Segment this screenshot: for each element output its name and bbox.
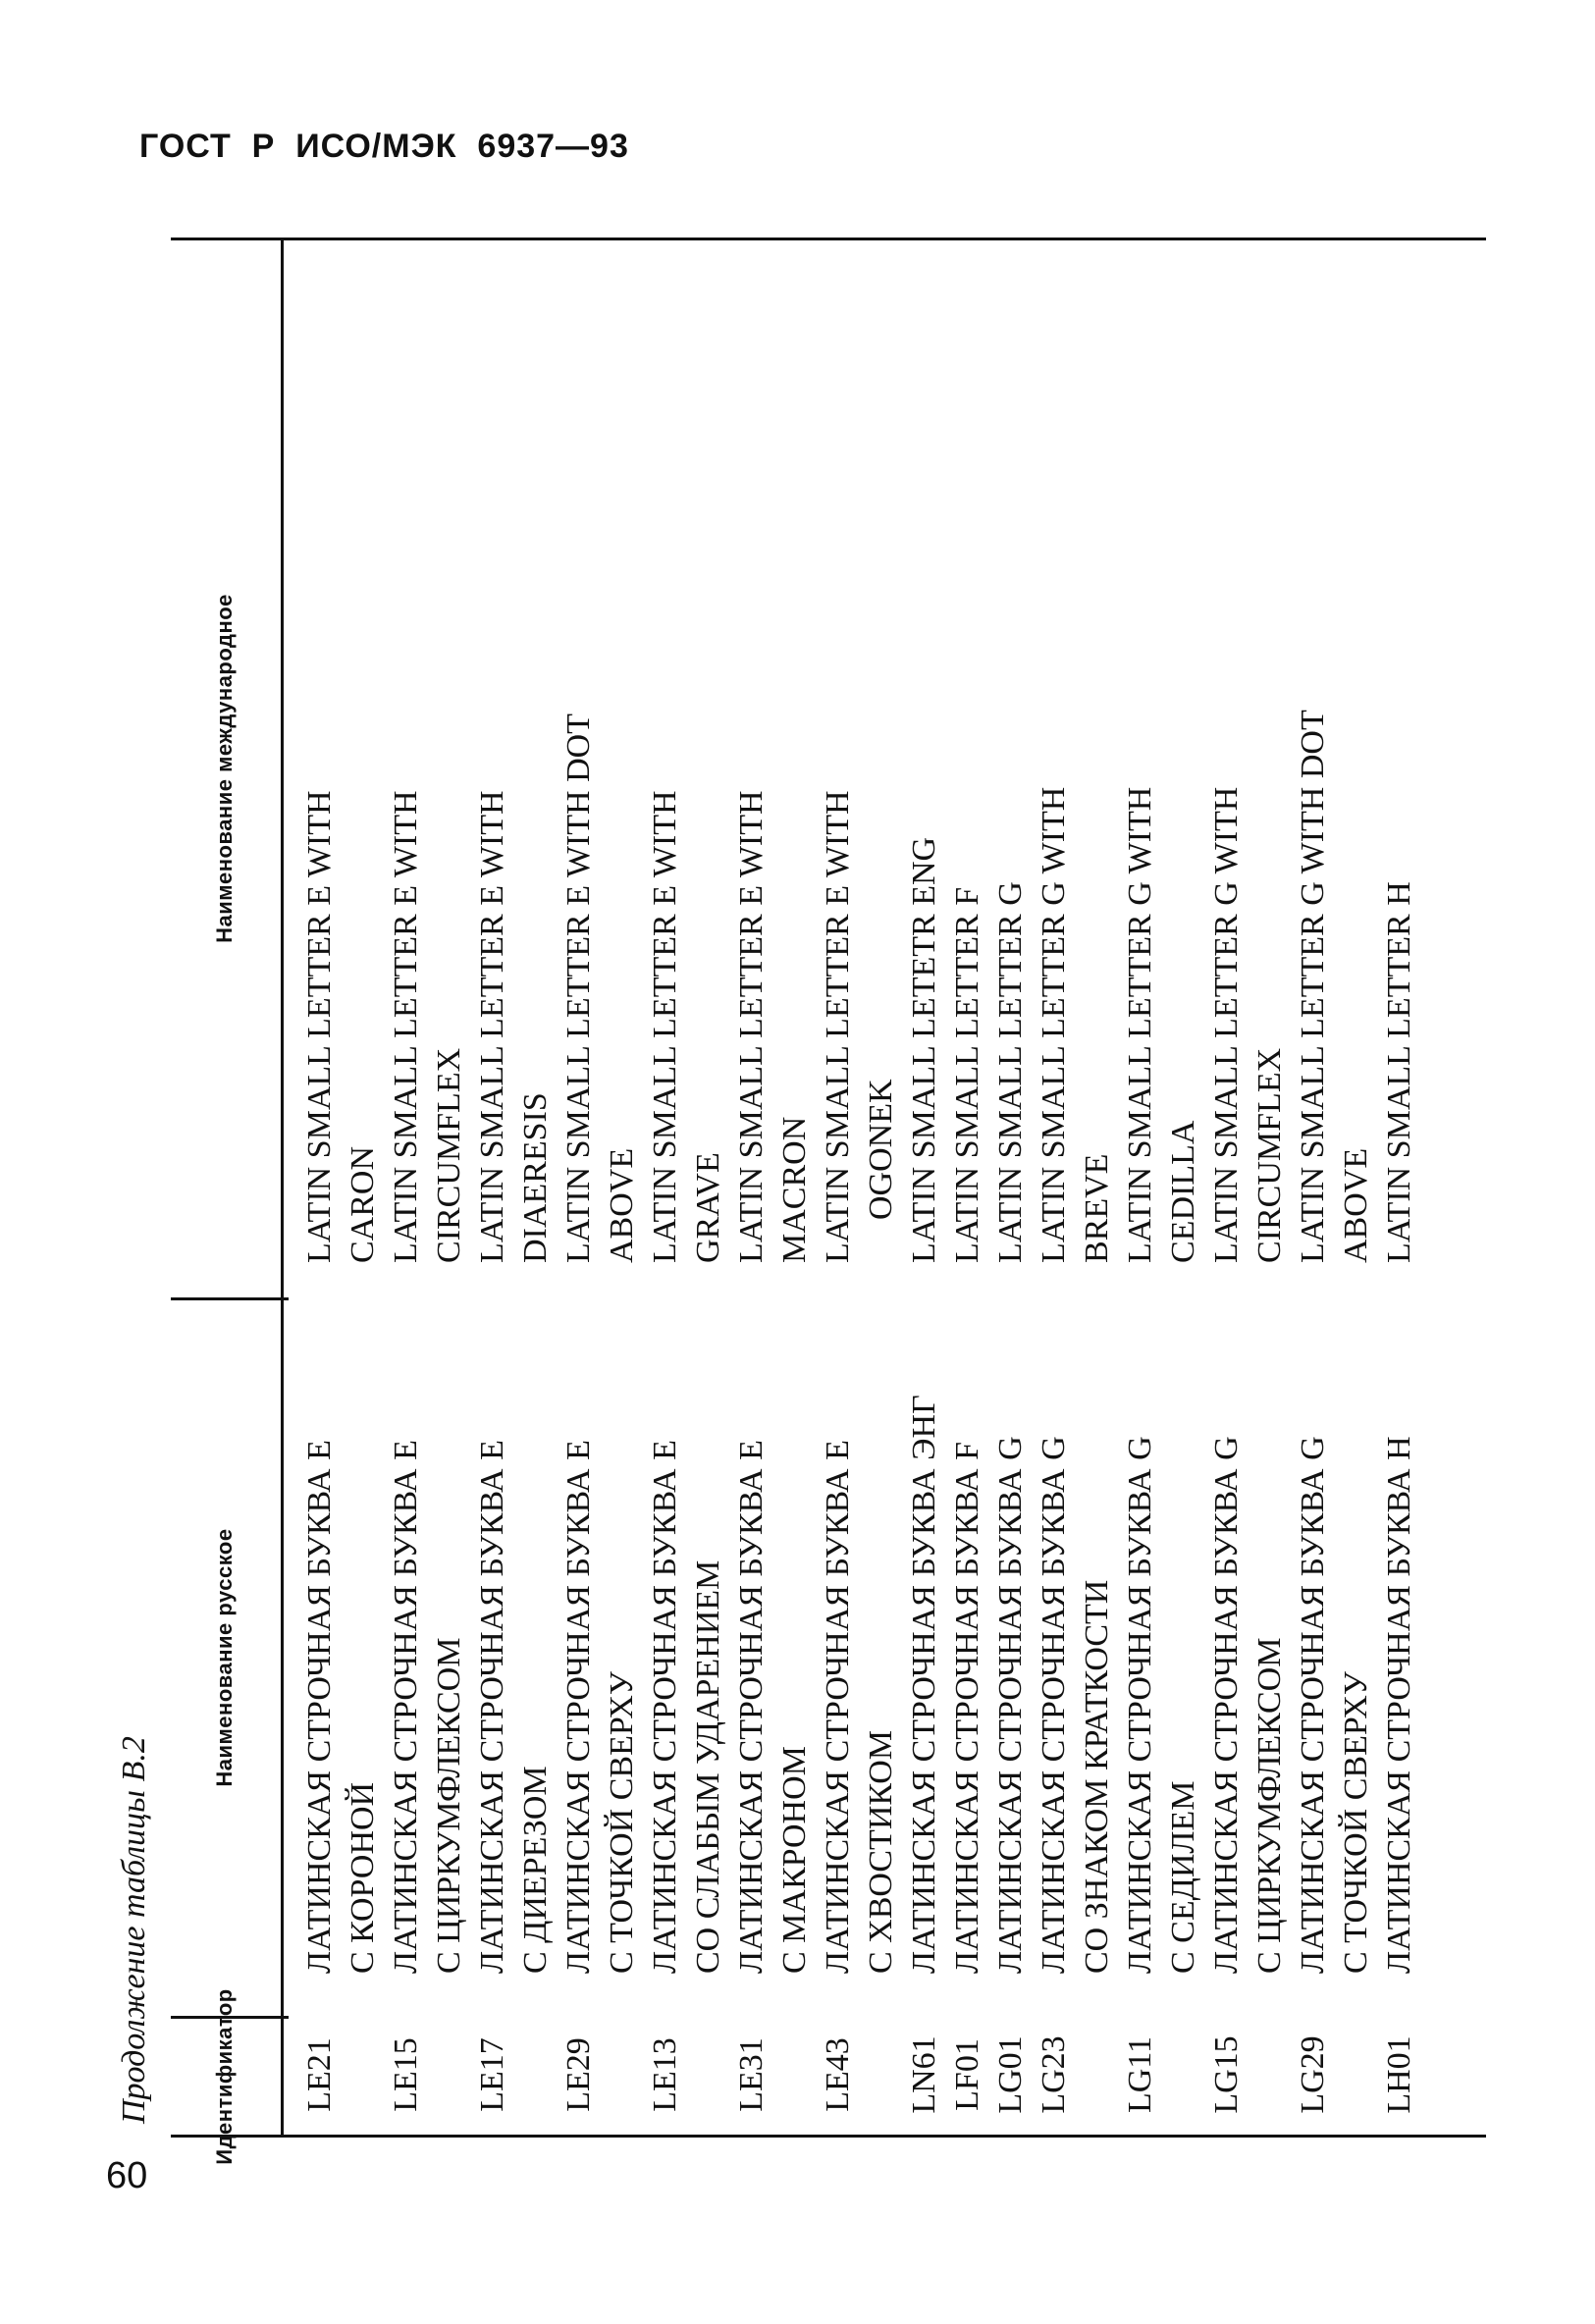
- russian-name-line: С ТОЧКОЙ СВЕРХУ: [1338, 1671, 1374, 1974]
- russian-name-line: ЛАТИНСКАЯ СТРОЧНАЯ БУКВА G: [992, 1436, 1029, 1974]
- page-number: 60: [106, 2155, 148, 2196]
- russian-name-cell: [817, 1296, 903, 2011]
- russian-name-line: С СЕДИЛЕМ: [1165, 1780, 1201, 1974]
- table-row: [644, 240, 730, 2135]
- international-name-line: LATIN SMALL LETETR ENG: [906, 836, 942, 1263]
- international-name-cell: [817, 240, 903, 1296]
- russian-name-line: ЛАТИНСКАЯ СТРОЧНАЯ БУКВА E: [560, 1440, 597, 1974]
- russian-name-line: СО СЛАБЫМ УДАРЕНИЕМ: [690, 1559, 726, 1974]
- international-name-cell: [1119, 240, 1205, 1296]
- russian-name-line: СО ЗНАКОМ КРАТКОСТИ: [1079, 1579, 1115, 1974]
- row-identifier: LH01: [1381, 2035, 1417, 2114]
- russian-name-line: ЛАТИНСКАЯ СТРОЧНАЯ БУКВА E: [388, 1440, 424, 1974]
- international-name-line: LATIN SMALL LETTER E WITH: [474, 790, 510, 1263]
- russian-name-cell: [730, 1296, 817, 2011]
- russian-name-line: С КОРОНОЙ: [345, 1781, 381, 1974]
- international-name-line: LATIN SMALL LETTER H: [1381, 881, 1417, 1263]
- russian-name-cell: [903, 1296, 946, 2011]
- column-header-russian-name: Наименование русское: [212, 1528, 237, 1787]
- international-name-cell: [471, 240, 558, 1296]
- international-name-line: LATIN SMALL LETTER E WITH DOT: [560, 713, 597, 1263]
- russian-name-line: ЛАТИНСКАЯ СТРОЧНАЯ БУКВА E: [647, 1440, 683, 1974]
- international-name-cell: [1378, 240, 1421, 1296]
- table-row: [1119, 240, 1205, 2135]
- row-identifier: LG23: [1036, 2035, 1072, 2114]
- column-header-international-name: Наименование международное: [212, 594, 237, 943]
- row-identifier: LE15: [388, 2037, 424, 2112]
- russian-name-line: ЛАТИНСКАЯ СТРОЧНАЯ БУКВА G: [1295, 1436, 1331, 1974]
- russian-name-line: ЛАТИНСКАЯ СТРОЧНАЯ БУКВА E: [820, 1440, 856, 1974]
- russian-name-line: ЛАТИНСКАЯ СТРОЧНАЯ БУКВА G: [1036, 1436, 1072, 1974]
- column-divider: [171, 2016, 289, 2019]
- russian-name-cell: [644, 1296, 730, 2011]
- international-name-cell: [1205, 240, 1292, 1296]
- table-row: [1205, 240, 1292, 2135]
- international-name-line: LATIN SMALL LETTER E WITH: [733, 790, 770, 1263]
- row-identifier: LE17: [474, 2037, 510, 2112]
- table-row: [989, 240, 1033, 2135]
- international-name-line: LATIN SMALL LETTER E WITH: [301, 790, 338, 1263]
- international-name-cell: [730, 240, 817, 1296]
- international-name-cell: [644, 240, 730, 1296]
- russian-name-line: С ЦИРКУМФЛЕКСОМ: [431, 1637, 467, 1974]
- international-name-line: GRAVE: [690, 1152, 726, 1263]
- international-name-line: LATIN SMALL LETTER F: [949, 886, 985, 1263]
- international-name-line: MACRON: [776, 1116, 813, 1263]
- russian-name-cell: [298, 1296, 385, 2011]
- russian-name-line: ЛАТИНСКАЯ СТРОЧНАЯ БУКВА E: [474, 1440, 510, 1974]
- table-row: [1292, 240, 1378, 2135]
- international-name-line: LATIN SMALL LETTER E WITH: [820, 790, 856, 1263]
- international-name-cell: [903, 240, 946, 1296]
- table-row: [903, 240, 946, 2135]
- international-name-line: LATIN SMALL LETTER E WITH: [647, 790, 683, 1263]
- table-row: [730, 240, 817, 2135]
- international-name-line: LATIN SMALL LETTER G: [992, 881, 1029, 1263]
- row-identifier: LG29: [1295, 2035, 1331, 2114]
- international-name-line: CEDILLA: [1165, 1120, 1201, 1263]
- table-continuation-caption: Продолжение таблицы В.2: [116, 1736, 152, 2124]
- row-identifier: LN61: [906, 2035, 942, 2114]
- russian-name-cell: [558, 1296, 644, 2011]
- russian-name-line: С ТОЧКОЙ СВЕРХУ: [604, 1671, 640, 1974]
- russian-name-cell: [989, 1296, 1033, 2011]
- table-row: [1378, 240, 1421, 2135]
- russian-name-cell: [471, 1296, 558, 2011]
- russian-name-line: С МАКРОНОМ: [776, 1746, 813, 1974]
- international-name-cell: [558, 240, 644, 1296]
- russian-name-line: ЛАТИНСКАЯ СТРОЧНАЯ БУКВА E: [301, 1440, 338, 1974]
- row-identifier: LG01: [992, 2035, 1029, 2114]
- table-body: [298, 240, 1421, 2135]
- international-name-cell: [385, 240, 471, 1296]
- international-name-line: LATIN SMALL LETTER G WITH: [1208, 786, 1245, 1263]
- russian-name-line: С ХВОСТИКОМ: [863, 1730, 899, 1974]
- international-name-line: ABOVE: [604, 1147, 640, 1263]
- russian-name-line: ЛАТИНСКАЯ СТРОЧНАЯ БУКВА G: [1122, 1436, 1158, 1974]
- table-row: [1033, 240, 1119, 2135]
- row-identifier: LG11: [1122, 2035, 1158, 2114]
- table-row: [385, 240, 471, 2135]
- international-name-cell: [946, 240, 989, 1296]
- russian-name-line: ЛАТИНСКАЯ СТРОЧНАЯ БУКВА F: [949, 1441, 985, 1974]
- row-identifier: LE29: [560, 2037, 597, 2112]
- international-name-line: CIRCUMFLEX: [1251, 1047, 1288, 1263]
- header-rule: [281, 240, 284, 2135]
- international-name-line: CARON: [345, 1145, 381, 1263]
- russian-name-cell: [1119, 1296, 1205, 2011]
- international-name-line: CIRCUMFLEX: [431, 1047, 467, 1263]
- identifier-table: [171, 238, 1486, 2165]
- table-row: [946, 240, 989, 2135]
- column-divider: [171, 1297, 289, 1300]
- russian-name-cell: [946, 1296, 989, 2011]
- international-name-line: LATIN SMALL LETTER E WITH: [388, 790, 424, 1263]
- international-name-line: DIAERESIS: [517, 1092, 554, 1263]
- russian-name-line: ЛАТИНСКАЯ СТРОЧНАЯ БУКВА H: [1381, 1436, 1417, 1974]
- table-row: [817, 240, 903, 2135]
- column-header-id: Идентификатор: [212, 1988, 237, 2165]
- international-name-line: LATIN SMALL LETTER G WITH: [1122, 786, 1158, 1263]
- russian-name-line: ЛАТИНСКАЯ СТРОЧНАЯ БУКВА G: [1208, 1436, 1245, 1974]
- russian-name-line: С ЦИРКУМФЛЕКСОМ: [1251, 1637, 1288, 1974]
- row-identifier: LE13: [647, 2037, 683, 2112]
- russian-name-line: ЛАТИНСКАЯ СТРОЧНАЯ БУКВА E: [733, 1440, 770, 1974]
- row-identifier: LE21: [301, 2037, 338, 2112]
- table-row: [471, 240, 558, 2135]
- international-name-line: OGONEK: [863, 1079, 899, 1220]
- russian-name-cell: [1033, 1296, 1119, 2011]
- international-name-line: ABOVE: [1338, 1147, 1374, 1263]
- row-identifier: LE31: [733, 2037, 770, 2112]
- russian-name-cell: [385, 1296, 471, 2011]
- international-name-line: BREVE: [1079, 1153, 1115, 1263]
- russian-name-cell: [1292, 1296, 1378, 2011]
- international-name-cell: [298, 240, 385, 1296]
- table-row: [298, 240, 385, 2135]
- international-name-line: LATIN SMALL LETTER G WITH: [1036, 786, 1072, 1263]
- international-name-cell: [989, 240, 1033, 1296]
- russian-name-line: ЛАТИНСКАЯ СТРОЧНАЯ БУКВА ЭНГ: [906, 1395, 942, 1974]
- row-identifier: LG15: [1208, 2035, 1245, 2114]
- table-row: [558, 240, 644, 2135]
- document-header: ГОСТ Р ИСО/МЭК 6937—93: [139, 128, 629, 165]
- russian-name-cell: [1378, 1296, 1421, 2011]
- international-name-cell: [1292, 240, 1378, 1296]
- international-name-cell: [1033, 240, 1119, 1296]
- russian-name-line: С ДИЕРЕЗОМ: [517, 1766, 554, 1974]
- rotated-table-region: [116, 243, 1500, 2165]
- russian-name-cell: [1205, 1296, 1292, 2011]
- row-identifier: LE43: [820, 2037, 856, 2112]
- row-identifier: LF01: [949, 2038, 985, 2111]
- international-name-line: LATIN SMALL LETTER G WITH DOT: [1295, 710, 1331, 1263]
